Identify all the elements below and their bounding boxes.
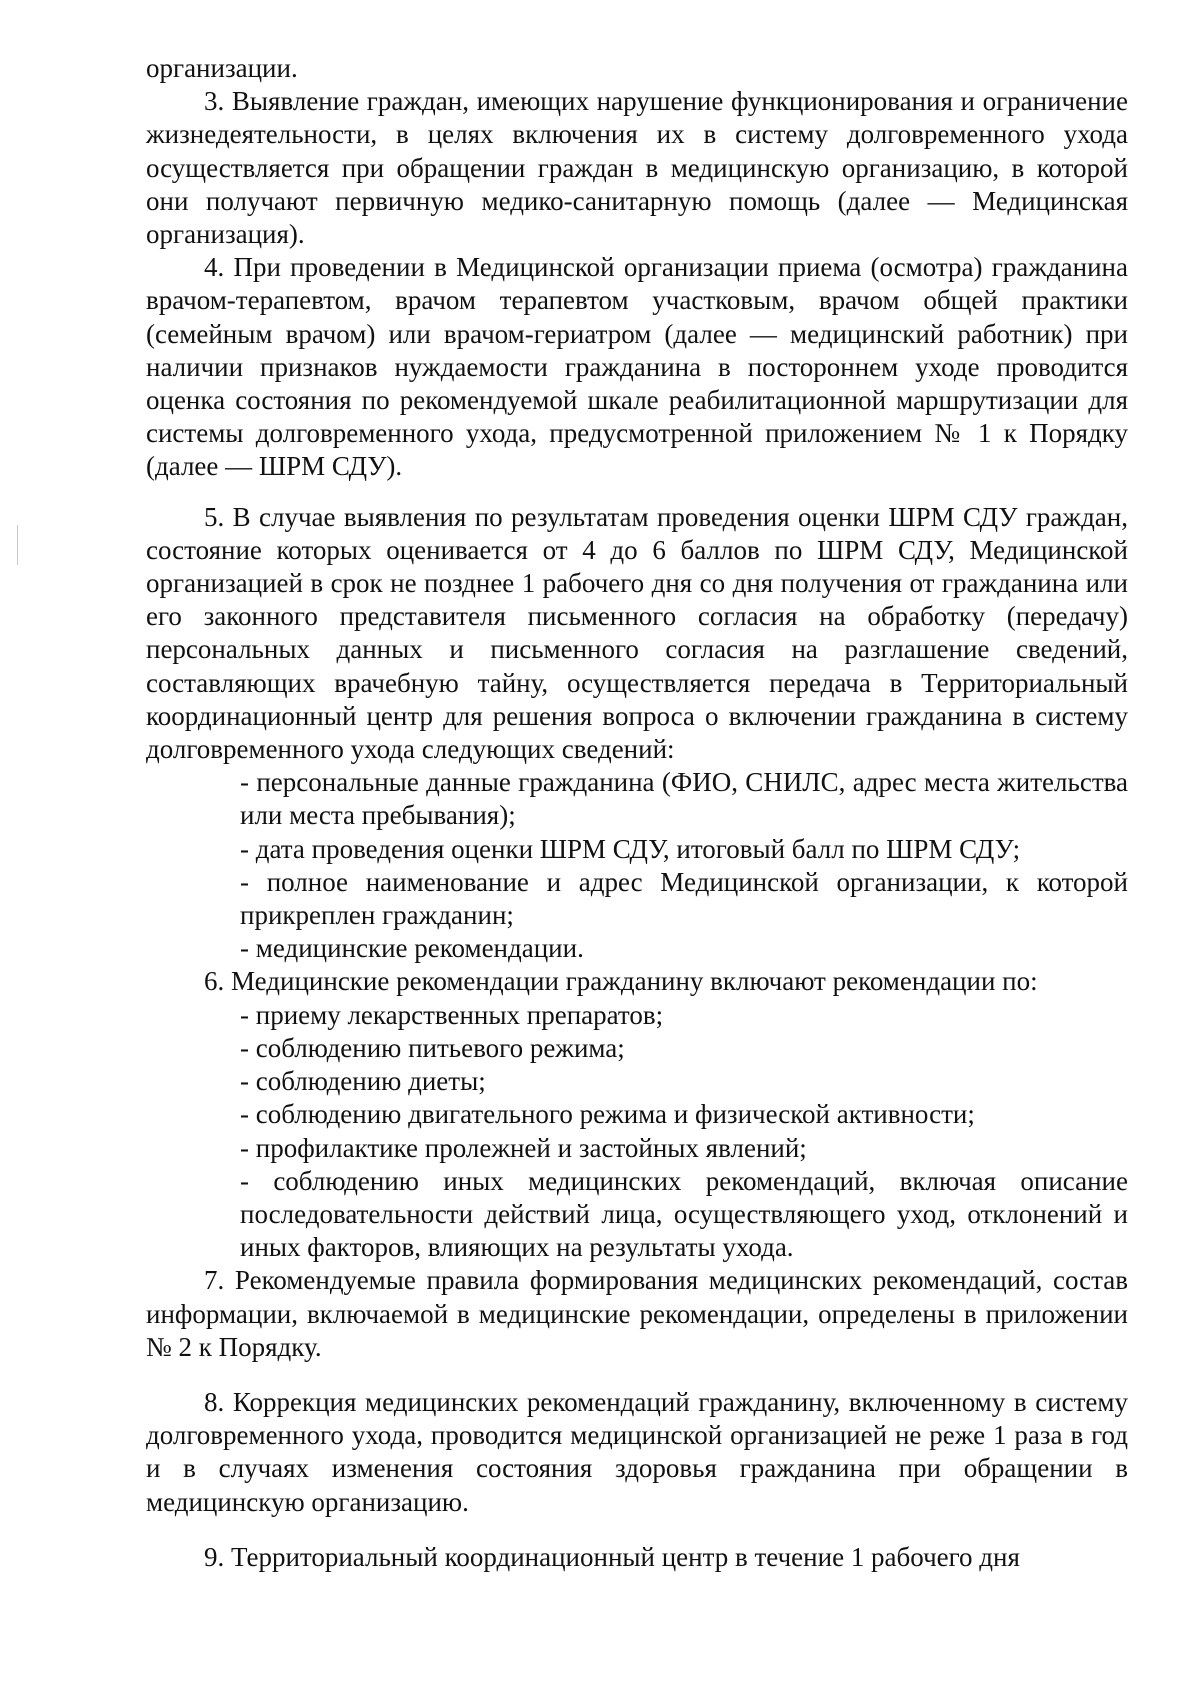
list-item: - соблюдению двигательного режима и физической активности; (240, 1099, 975, 1130)
paragraph-8: 8. Коррекция медицинских рекомендаций гражданину, включенному в систему долговременного ухода, проводится медицинской организацией не реже 1 раза в год и в случаях изменения состояния здоровья гражданина при обращении в медицинскую организацию. (146, 1386, 1128, 1517)
paragraph-6: 6. Медицинские рекомендации гражданину включают рекомендации по: (204, 966, 1038, 997)
paragraph-4: 4. При проведении в Медицинской организации приема (осмотра) гражданина врачом-терапевтом, врачом терапевтом участковым, врачом общей практики (семейным врачом) или врачом-гериатром (далее — медицинский работник) при наличии признаков нуждаемости гражданина в постороннем уходе проводится оценка состояния по рекомендуемой шкале реабилитационной маршрутизации для системы долговременного ухода, предусмотренной приложением № 1 к Порядку (далее — ШРМ СДУ). (146, 252, 1128, 482)
list-item: - соблюдению иных медицинских рекомендаций, включая описание последовательности действий лица, осуществляющего уход, отклонений и иных факторов, влияющих на результаты ухода. (240, 1165, 1128, 1263)
paragraph-9: 9. Территориальный координационный центр в течение 1 рабочего дня (204, 1541, 1020, 1572)
list-item: - профилактике пролежней и застойных явлений; (240, 1132, 807, 1163)
list-item: - приему лекарственных препаратов; (240, 999, 664, 1030)
paragraph-7: 7. Рекомендуемые правила формирования медицинских рекомендаций, состав информации, включаемой в медицинские рекомендации, определены в приложении № 2 к Порядку. (146, 1265, 1128, 1362)
paragraph-3: 3. Выявление граждан, имеющих нарушение функционирования и ограничение жизнедеятельности, в целях включения их в систему долговременного ухода осуществляется при обращении граждан в медицинскую организацию, в которой они получают первичную медико-санитарную помощь (далее — Медицинская организация). (146, 86, 1128, 250)
paragraph-5: 5. В случае выявления по результатам проведения оценки ШРМ СДУ граждан, состояние которых оценивается от 4 до 6 баллов по ШРМ СДУ, Медицинской организацией в срок не позднее 1 рабочего дня со дня получения от гражданина или его законного представителя письменного согласия на обработку (передачу) персональных данных и письменного согласия на разглашение сведений, составляющих врачебную тайну, осуществляется передача в Территориальный координационный центр для решения вопроса о включении гражданина в систему долговременного ухода следующих сведений: (146, 501, 1128, 765)
list-item: - полное наименование и адрес Медицинской организации, к которой прикреплен гражданин; (240, 866, 1128, 931)
document-page (146, 52, 1128, 1574)
list-item: - соблюдению питьевого режима; (240, 1032, 625, 1063)
paragraph-6-list (146, 999, 1128, 1265)
paragraph-continuation: организации. (146, 53, 298, 83)
list-item: - дата проведения оценки ШРМ СДУ, итоговый балл по ШРМ СДУ; (240, 833, 1021, 864)
paragraph-5-list (146, 766, 1128, 965)
list-item: - медицинские рекомендации. (240, 933, 584, 964)
list-item: - соблюдению диеты; (240, 1066, 486, 1097)
list-item: - персональные данные гражданина (ФИО, СНИЛС, адрес места жительства или места пребывания); (240, 767, 1128, 831)
scan-edge-mark (17, 525, 18, 565)
